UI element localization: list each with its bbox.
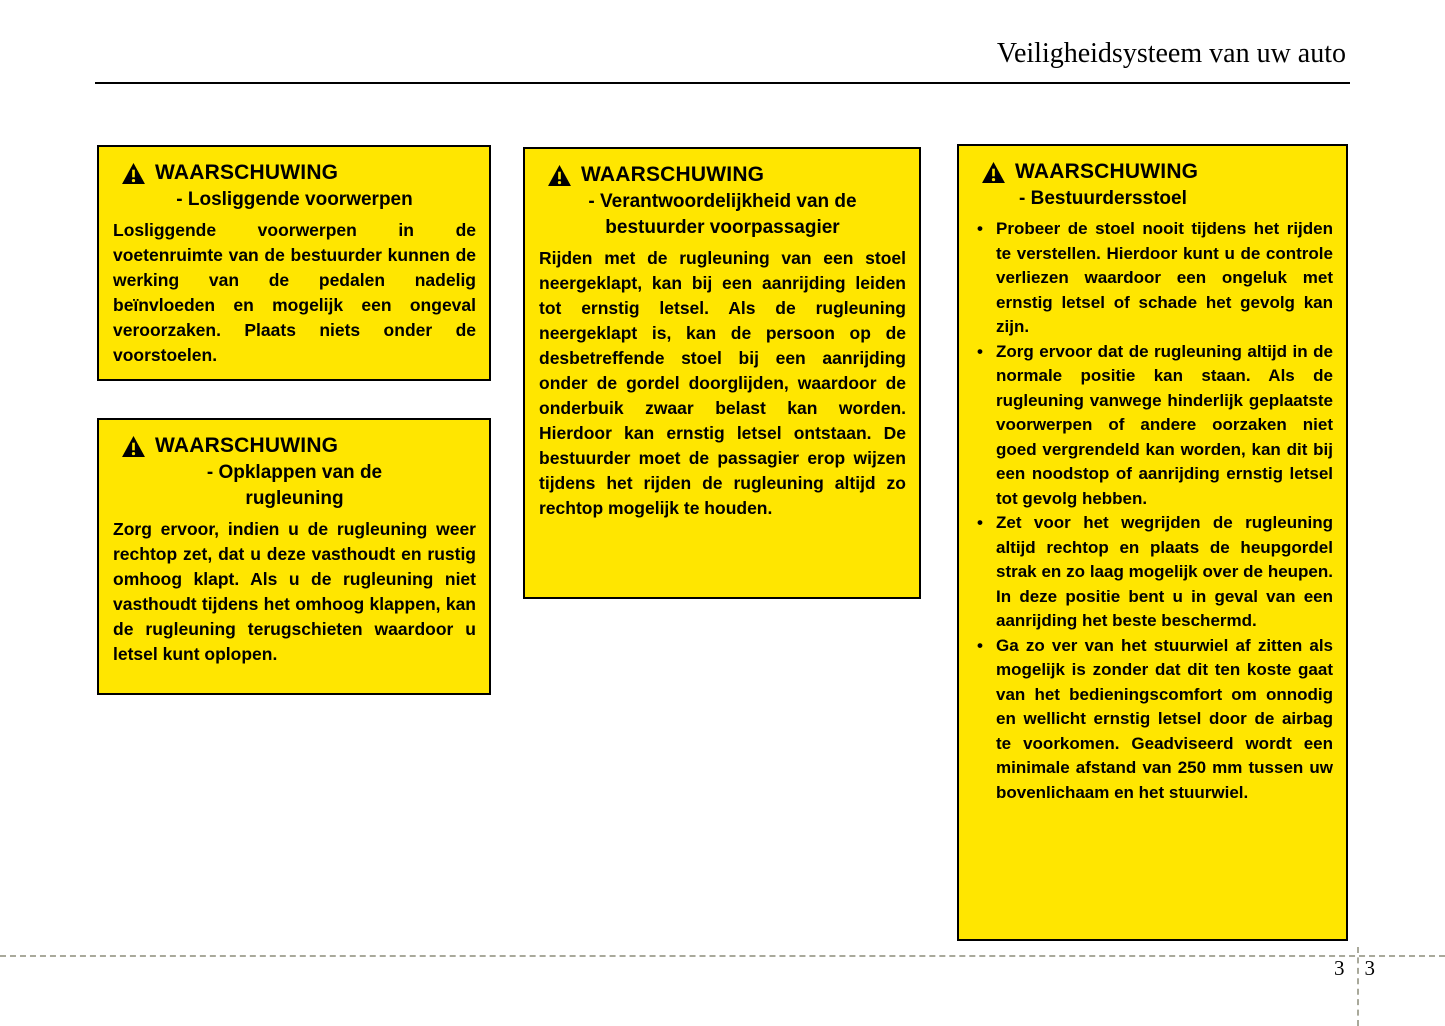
page-number (1334, 956, 1375, 981)
warning-box-driver-seat (957, 144, 1348, 941)
warning-subtitle: - Opklappen van de rugleuning (206, 462, 383, 509)
warning-box-seatback-fold (97, 418, 491, 695)
chapter-number: 3 (1334, 956, 1345, 980)
warning-title: WAARSCHUWING (155, 434, 339, 457)
warning-triangle-icon (548, 165, 571, 186)
warning-body: Rijden met de rugleuning van een stoel neergeklapt, kan bij een aanrijding leiden tot ernstig letsel. Als de rugleuning neergeklapt is, kan de persoon op de desbetreffende stoel bij een aanrijding onder de gordel doorglijden, waardoor de onderbuik zwaar belast kan worden. Hierdoor kan ernstig letsel ontstaan. De bestuurder moet de passagier erop wijzen tijdens het rijden de rugleuning altijd zo rechtop mogelijk te houden. (539, 248, 906, 518)
warning-box-loose-objects (97, 145, 491, 381)
warning-body: Zorg ervoor, indien u de rugleuning weer rechtop zet, dat u deze vasthoudt en rustig omhoog klapt. Als u de rugleuning niet vasthoudt tijdens het omhoog klappen, kan de rugleuning terugschieten waardoor u letsel kunt oplopen. (113, 519, 476, 664)
warning-subtitle: - Bestuurdersstoel (1019, 188, 1187, 209)
warning-title-row (113, 434, 476, 458)
header-rule (95, 82, 1350, 84)
warning-bullet-item: • Zorg ervoor dat de rugleuning altijd in de normale positie kan staan. Als de rugleuning vanwege hinderlijk geplaatste voorwerpen of andere oorzaken niet goed vergrendeld kan worden, kan dit bij een noodstop of aanrijding ernstig letsel tot gevolg hebben. (973, 340, 1333, 512)
warning-title-row (973, 160, 1333, 184)
warning-title: WAARSCHUWING (1015, 160, 1199, 183)
warning-bullet-item: • Ga zo ver van het stuurwiel af zitten als mogelijk is zonder dat dit ten koste gaat van het bedieningscomfort om onnodig en wellicht ernstig letsel door de airbag te voorkomen. Geadviseerd wordt een minimale afstand van 250 mm tussen uw bovenlichaam en het stuurwiel. (973, 634, 1333, 806)
warning-bullet-item: • Probeer de stoel nooit tijdens het rijden te verstellen. Hierdoor kunt u de controle verliezen waardoor een ongeluk met ernstig letsel of schade het gevolg kan zijn. (973, 217, 1333, 340)
warning-title-row (539, 163, 906, 187)
warning-title: WAARSCHUWING (155, 161, 339, 184)
warning-triangle-icon (982, 162, 1005, 183)
page-header-title: Veiligheidsysteem van uw auto (996, 38, 1346, 69)
warning-title: WAARSCHUWING (581, 163, 765, 186)
warning-subtitle: - Verantwoordelijkheid van de bestuurder voorpassagier (588, 191, 857, 238)
warning-body: Losliggende voorwerpen in de voetenruimte van de bestuurder kunnen de werking van de pedalen nadelig beïnvloeden en mogelijk een ongeval veroorzaken. Plaats niets onder de voorstoelen. (113, 220, 476, 365)
warning-title-row (113, 161, 476, 185)
footer-dashed-line (0, 955, 1445, 957)
warning-triangle-icon (122, 163, 145, 184)
page-number-value: 3 (1364, 956, 1375, 980)
warning-subtitle: - Losliggende voorwerpen (176, 189, 413, 210)
warning-bullet-list (973, 217, 1333, 805)
warning-bullet-item: • Zet voor het wegrijden de rugleuning altijd rechtop en plaats de heupgordel strak en zo laag mogelijk over de heupen. In deze positie bent u in geval van een aanrijding het beste beschermd. (973, 511, 1333, 634)
warning-triangle-icon (122, 436, 145, 457)
warning-box-driver-responsibility (523, 147, 921, 599)
